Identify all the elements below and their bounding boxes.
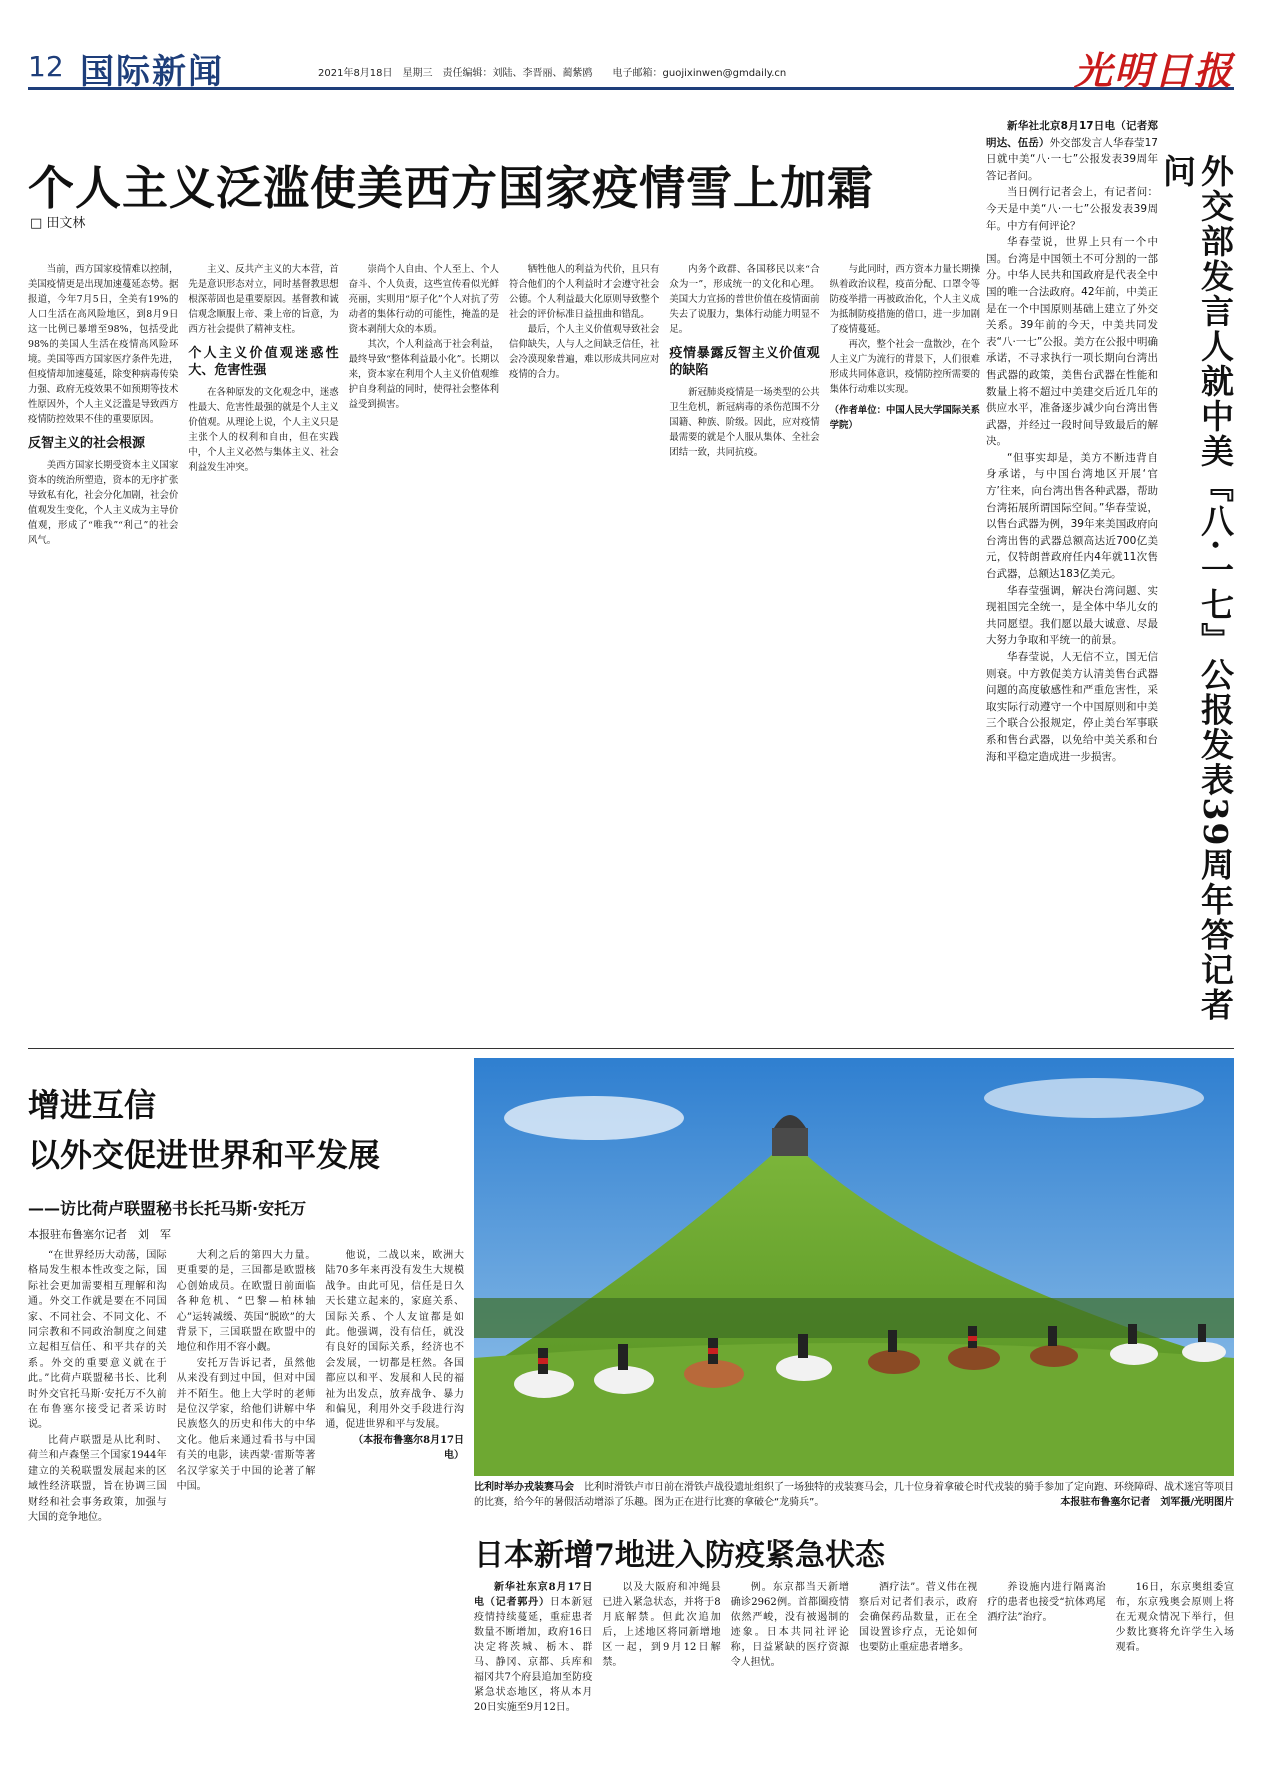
article-author: □ 田文林 <box>30 216 86 231</box>
paragraph: 他说，二战以来，欧洲大陆70多年来再没有发生大规模战争。由此可见，信任是日久天长建立起来的，家庭关系、国际关系、个人友谊都是如此。他强调，没有信任，就没有良好的国际关系，经济也不会发展，一切都是枉然。各国都应以和平、发展和人民的福祉为出发点，放弃战争、暴力和偏见，利用外交手段进行沟通，促进世界和平与发展。 <box>325 1250 464 1431</box>
paragraph: 牺牲他人的利益为代价，且只有符合他们的个人利益时才会遵守社会公德。个人利益最大化原则导致整个社会的评价标准日益扭曲和错乱。 <box>508 264 660 320</box>
article-column <box>177 1248 316 1788</box>
article-column <box>830 262 980 1042</box>
interview-subtitle: ——访比荷卢联盟秘书长托马斯·安托万 <box>28 1199 307 1218</box>
paragraph: “在世界经历大动荡，国际格局发生根本性改变之际，国际社会更加需要相互理解和沟通。外交工作就是要在不同国家、不同社会、不同文化、不同宗教和不同政治制度之间建立起相互信任、和平共存的关系。外交的重要意义就在于此。”比荷卢联盟秘书长、比利时外交官托马斯·安托万不久前在布鲁塞尔接受记者采访时说。 <box>28 1250 167 1431</box>
japan-body <box>474 1580 1234 1788</box>
paragraph: 华春莹说，人无信不立，国无信则衰。中方敦促美方认清美售台武器问题的高度敏感性和严重危害性，采取实际行动遵守一个中国原则和中美三个联合公报规定，停止美台军事联系和售台武器，以免给中美关系和台海和平稳定造成进一步损害。 <box>986 651 1158 763</box>
article-body <box>28 262 980 1042</box>
news-photo <box>474 1058 1234 1476</box>
article-headline: 个人主义泛滥使美西方国家疫情雪上加霜 <box>28 161 874 215</box>
newspaper-logo: 光明日报 <box>1073 48 1234 93</box>
article-column <box>731 1580 849 1788</box>
paragraph: 当前，西方国家疫情难以控制，美国疫情更是出现加速蔓延态势。据报道，今年7月5日，全美有19%的人口生活在高风险地区，到8月9日这一比例已暴增至98%，包括受此98%的美国人生活在疫情高风险环境。美国等西方国家医疗条件先进，但疫情却加速蔓延，除变种病毒传染力强、政府无疫效果不如预期等技术性原因外，个人主义泛滥是导致西方疫情防控效果不佳的重要原因。 <box>28 264 179 425</box>
article-column <box>28 262 178 1042</box>
paragraph: 最后，个人主义价值观导致社会信仰缺失，人与人之间缺乏信任，社会冷漠现象普遍，难以形成共同应对疫情的合力。 <box>508 324 660 380</box>
article-column <box>325 1248 464 1788</box>
paragraph: 再次，整个社会一盘散沙，在个人主义广为流行的背景下，人们很难形成共同体意识，疫情防控所需要的集体行动难以实现。 <box>829 339 980 395</box>
masthead <box>28 40 1234 93</box>
sidebar-brief <box>986 118 1234 1046</box>
paragraph: 16日，东京奥组委宣布，东京残奥会原则上将在无观众情况下举行，但少数比赛将允许学生入场观看。 <box>1115 1582 1234 1653</box>
paragraph: 当日例行记者会上，有记者问：今天是中美“八·一七”公报发表39周年。中方有何评论？ <box>986 186 1158 232</box>
headline-line: 以外交促进世界和平发展 <box>28 1136 381 1174</box>
paragraph: 美西方国家长期受资本主义国家资本的统治所塑造，资本的无序扩张导致私有化，社会分化加剧，社会价值观发生变化，个人主义成为主导价值观，形成了“唯我”“利己”的社会风气。 <box>28 460 179 546</box>
paragraph: 在各种原发的文化观念中，迷惑性最大、危害性最强的就是个人主义价值观。从理论上说，个人主义只是主张个人的权利和自由，但在实践中，个人主义必然与集体主义、社会利益发生冲突。 <box>188 387 339 473</box>
article-column <box>28 1248 167 1788</box>
subheading: 疫情暴露反智主义价值观的缺陷 <box>669 346 820 378</box>
article-column <box>188 262 338 1042</box>
section-divider <box>28 1048 1234 1049</box>
paragraph: 大利之后的第四大力量。更重要的是，三国都是欧盟核心创始成员。在欧盟日前面临各种危机、“巴黎—柏林轴心”运转减缓、英国“脱欧”的大背景下，三国联盟在欧盟中的地位和作用不容小觑。 <box>176 1250 316 1354</box>
paragraph: 安托万告诉记者，虽然他从来没有到过中国，但对中国并不陌生。他上大学时的老师是位汉学家，给他们讲解中华民族悠久的历史和伟大的中华文化。他后来通过看书与中国有关的电影，读西蒙·雷斯等著名汉学家关于中国的论著了解中国。 <box>176 1357 316 1493</box>
article-column <box>349 262 499 1042</box>
paragraph: 以及大阪府和冲绳县已进入紧急状态，并将于8月底解禁。但此次追加后，上述地区将同新增地区一起，到9月12日解禁。 <box>602 1582 721 1668</box>
paragraph: 主义、反共产主义的大本营，首先是意识形态对立，同时基督教思想根深蒂固也是重要原因。基督教和诚信观念顺服上帝、秉上帝的旨意，为西方社会提供了精神支柱。 <box>188 264 339 335</box>
photo-caption <box>474 1480 1234 1510</box>
brief-headline: 外交部发言人就中美『八·一七』公报发表39周年答记者问 <box>1158 154 1235 1023</box>
subheading: 反智主义的社会根源 <box>28 436 146 451</box>
paragraph: 其次，个人利益高于社会利益，最终导致“整体利益最小化”。长期以来，资本家在利用个人主义价值观维护自身利益的同时，使得社会整体利益受到损害。 <box>348 339 499 410</box>
paragraph: 与此同时，西方资本力量长期操纵着政治议程，疫苗分配、口罩令等防疫举措一再被政治化，个人主义成为抵制防疫措施的借口，进一步加剧了疫情蔓延。 <box>829 264 980 335</box>
article-column <box>987 1580 1105 1788</box>
paragraph: 华春莹强调，解决台湾问题、实现祖国完全统一，是全体中华儿女的共同愿望。我们愿以最大诚意、尽最大努力争取和平统一的前景。 <box>986 584 1158 647</box>
paragraph: 比荷卢联盟是从比利时、荷兰和卢森堡三个国家1944年建立的关税联盟发展起来的区域性经济联盟，旨在协调三国财经和社会事务政策，加强与大国的竞争地位。 <box>28 1434 167 1523</box>
paragraph: 崇尚个人自由、个人至上、个人奋斗、个人负责，这些宣传看似光鲜亮丽，实则用“原子化”个人对抗了劳动者的集体行动的可能性，掩盖的是资本剥削大众的本质。 <box>348 264 499 335</box>
article-column <box>602 1580 720 1788</box>
interview-headline <box>28 1080 380 1180</box>
caption-title: 比利时举办戎装赛马会 <box>474 1482 574 1493</box>
article-column <box>1116 1580 1234 1788</box>
photo-credit: 本报驻布鲁塞尔记者 刘军摄/光明图片 <box>1060 1497 1234 1508</box>
paragraph: 新冠肺炎疫情是一场类型的公共卫生危机，新冠病毒的杀伤范围不分国籍、种族、阶级。因此，应对疫情最需要的就是个人服从集体、全社会团结一致，共同抗疫。 <box>669 387 820 458</box>
interview-byline: 本报驻布鲁塞尔记者 刘 军 <box>28 1228 171 1241</box>
article-column <box>509 262 659 1042</box>
paragraph: 日本新冠疫情持续蔓延，重症患者数量不断增加，政府16日决定将茨城、栃木、群马、静冈、京都、兵库和福冈共7个府县追加至防疫紧急状态地区，将从本月20日实施至9月12日。 <box>474 1597 593 1713</box>
sign-off: （本报布鲁塞尔8月17日电） <box>353 1434 464 1462</box>
page-number: 12 <box>28 50 64 83</box>
paragraph: 酒疗法”。菅义伟在视察后对记者们表示，政府会确保药品数量，正在全国设置诊疗点，无论如何也要防止重症患者增多。 <box>859 1582 978 1653</box>
paragraph: “但事实却是，美方不断违背自身承诺，与中国台湾地区开展‘官方’往来，向台湾出售各种武器，帮助台湾拓展所谓国际空间。”华春莹说，以售台武器为例，39年来美国政府向台湾出售的武器总额高达近700亿美元，仅特朗普政府任内4年就11次售台武器，总额达183亿美元。 <box>986 451 1158 581</box>
paragraph: 例。东京都当天新增确诊2962例。首都圈疫情依然严峻，没有被遏制的迹象。日本共同社评论称，日益紧缺的医疗资源令人担忧。 <box>730 1582 849 1668</box>
section-title: 国际新闻 <box>80 52 224 92</box>
subheading: 个人主义价值观迷惑性大、危害性强 <box>188 346 339 378</box>
headline-line: 增进互信 <box>28 1086 157 1124</box>
article-column <box>669 262 819 1042</box>
author-affiliation: （作者单位：中国人民大学国际关系学院） <box>829 405 980 431</box>
paragraph: 内务个政群、各国移民以来“合众为一”，形成统一的文化和心理。美国大力宣扬的普世价值在疫情面前失去了说服力，集体行动能力明显不足。 <box>669 264 820 335</box>
brief-body <box>986 118 1158 1046</box>
caption-text: 比利时滑铁卢市日前在滑铁卢战役遗址组织了一场独特的戎装赛马会，几十位身着拿破仑时代戎装的骑手参加了定向跑、环绕障碍、战术迷宫等项目的比赛，给今年的暑假活动增添了乐趣。图为正在进行比赛的拿破仑“龙骑兵”。 <box>474 1482 1234 1508</box>
paragraph: 华春莹说，世界上只有一个中国。台湾是中国领土不可分割的一部分。中华人民共和国政府是代表全中国的唯一合法政府。42年前，中美正是在一个中国原则基础上建立了外交关系。39年前的今天，中美共同发表“八·一七”公报。美方在公报中明确承诺，不寻求执行一项长期向台湾出售武器的政策，美售台武器在性能和数量上将不超过中美建交后近几年的供应水平，准备逐步减少向台湾出售武器，并经过一段时间导致最后的解决。 <box>986 236 1158 448</box>
japan-headline: 日本新增7地进入防疫紧急状态 <box>474 1538 885 1573</box>
photo-illustration <box>474 1058 1234 1476</box>
article-column <box>859 1580 977 1788</box>
article-column <box>474 1580 592 1788</box>
interview-body <box>28 1248 464 1788</box>
paragraph: 外交部发言人华春莹17日就中美“八·一七”公报发表39周年答记者问。 <box>986 136 1158 182</box>
issue-info: 2021年8月18日 星期三 责任编辑：刘陆、李晋丽、蔺紫鸥 电子邮箱：guojixinwen@gmdaily.cn <box>318 68 787 79</box>
paragraph: 养设施内进行隔离治疗的患者也接受“抗体鸡尾酒疗法”治疗。 <box>987 1582 1106 1623</box>
dateline: 新华社北京8月17日电（记者郑明达、伍岳） <box>986 120 1158 149</box>
dateline: 新华社东京8月17日电（记者郭丹） <box>474 1582 593 1608</box>
